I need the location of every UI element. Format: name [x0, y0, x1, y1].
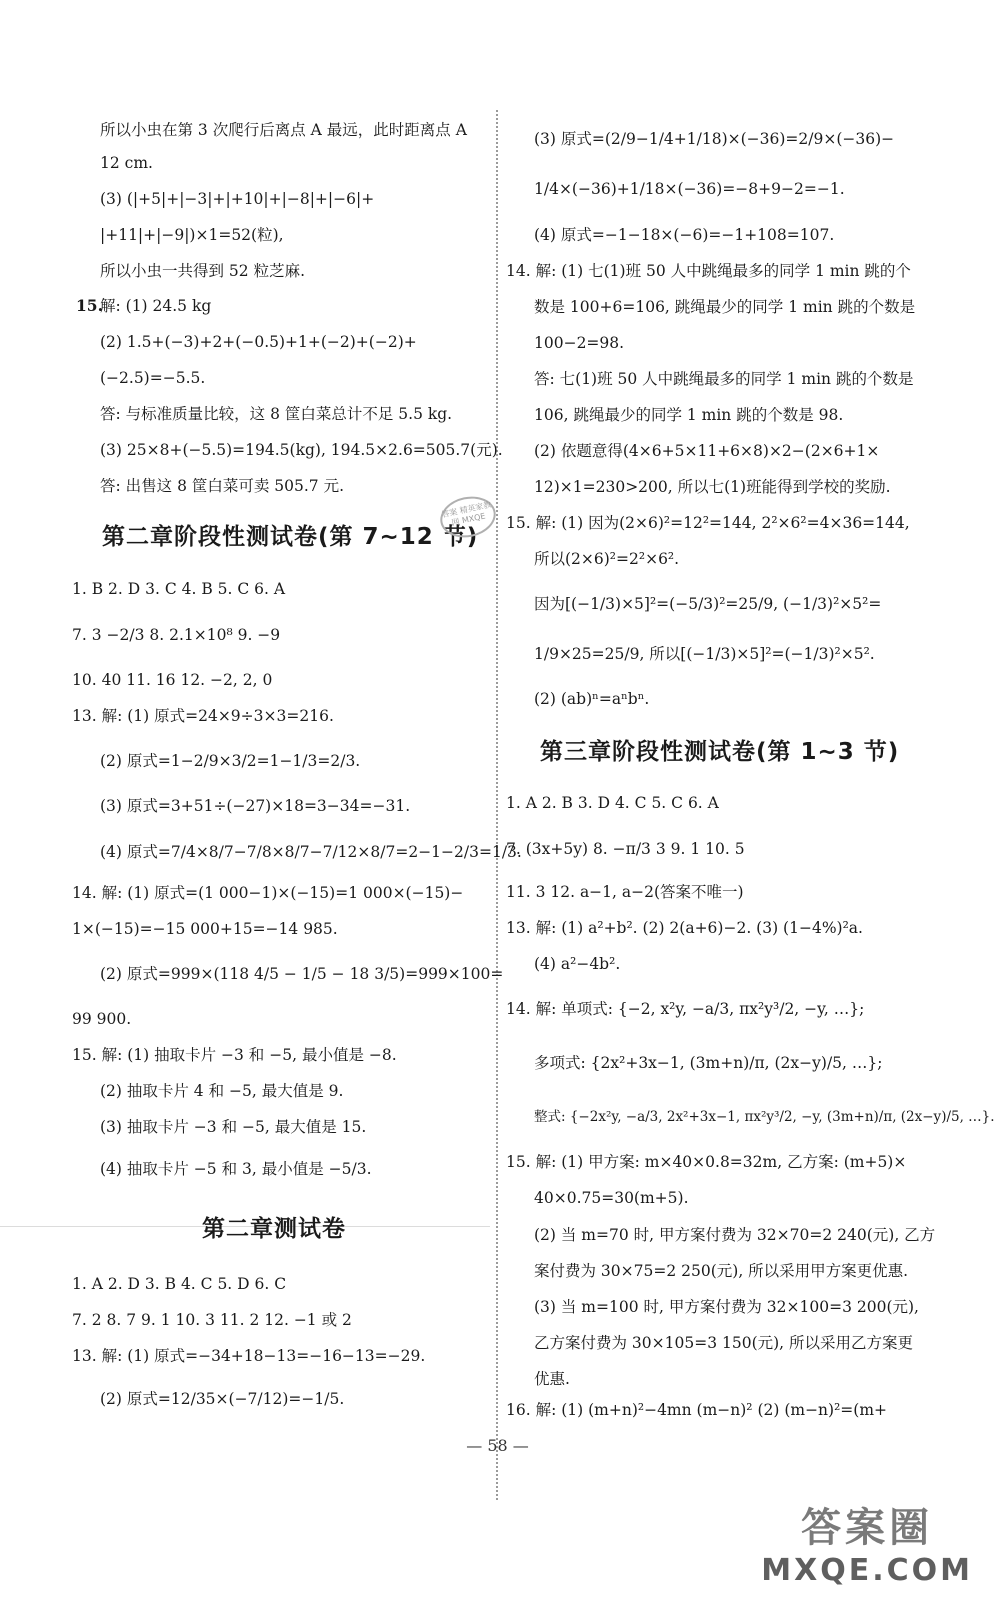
text-line: 案付费为 30×75=2 250(元), 所以采用甲方案更优惠.	[534, 1262, 909, 1280]
answer-line: 1. A 2. B 3. D 4. C 5. C 6. A	[506, 794, 719, 812]
text-line: 解: (1) 24.5 kg	[100, 297, 212, 315]
text-line: (4) 原式=7/4×8/7−7/8×8/7−7/12×8/7=2−1−2/3=1/3.	[100, 843, 522, 861]
answer-line: 1. B 2. D 3. C 4. B 5. C 6. A	[72, 580, 286, 598]
text-line: 1×(−15)=−15 000+15=−14 985.	[72, 920, 338, 938]
text-line: 答: 出售这 8 筐白菜可卖 505.7 元.	[100, 477, 345, 495]
text-line: 答: 七(1)班 50 人中跳绳最多的同学 1 min 跳的个数是	[534, 370, 914, 388]
column-divider	[496, 110, 498, 1500]
text-line: 15. 解: (1) 因为(2×6)²=12²=144, 2²×6²=4×36=144,	[506, 514, 910, 532]
text-line: 14. 解: (1) 原式=(1 000−1)×(−15)=1 000×(−15)−	[72, 884, 464, 902]
text-line: (3) 原式=3+51÷(−27)×18=3−34=−31.	[100, 797, 411, 815]
text-line: 乙方案付费为 30×105=3 150(元), 所以采用乙方案更	[534, 1334, 914, 1352]
text-line: 14. 解: 单项式: {−2, x²y, −a/3, πx²y³/2, −y, …};	[506, 1000, 865, 1018]
answer-line: 7. 2 8. 7 9. 1 10. 3 11. 2 12. −1 或 2	[72, 1311, 352, 1329]
text-line: (2) 原式=999×(118 4/5 − 1/5 − 18 3/5)=999×100=	[100, 965, 504, 983]
text-line: 所以小虫一共得到 52 粒芝麻.	[100, 262, 306, 280]
text-line: (2) 原式=1−2/9×3/2=1−1/3=2/3.	[100, 752, 361, 770]
text-line: 因为[(−1/3)×5]²=(−5/3)²=25/9, (−1/3)²×5²=	[534, 595, 882, 613]
watermark-logo	[761, 1496, 973, 1588]
section-heading: 第二章测试卷	[202, 1216, 346, 1242]
text-line: 15. 解: (1) 抽取卡片 −3 和 −5, 最小值是 −8.	[72, 1046, 397, 1064]
text-line: (4) 原式=−1−18×(−6)=−1+108=107.	[534, 226, 835, 244]
text-line: (3) 25×8+(−5.5)=194.5(kg), 194.5×2.6=505.7(元).	[100, 441, 503, 459]
text-line: 优惠.	[534, 1370, 570, 1388]
text-line: |+11|+|−9|)×1=52(粒),	[100, 226, 284, 244]
section-heading: 第三章阶段性测试卷(第 1~3 节)	[540, 739, 900, 765]
watermark-line2: MXQE.COM	[761, 1553, 973, 1588]
text-line: 14. 解: (1) 七(1)班 50 人中跳绳最多的同学 1 min 跳的个	[506, 262, 911, 280]
text-line: 所以(2×6)²=2²×6².	[534, 550, 680, 568]
stamp: 答案 精英家教网 MXQE	[436, 492, 499, 543]
text-line: 12)×1=230>200, 所以七(1)班能得到学校的奖励.	[534, 478, 891, 496]
text-line: (3) 原式=(2/9−1/4+1/18)×(−36)=2/9×(−36)−	[534, 130, 895, 148]
text-line: (3) 抽取卡片 −3 和 −5, 最大值是 15.	[100, 1118, 367, 1136]
text-line: (3) 当 m=100 时, 甲方案付费为 32×100=3 200(元),	[534, 1298, 919, 1316]
text-line: 16. 解: (1) (m+n)²−4mn (m−n)² (2) (m−n)²=(m+	[506, 1401, 888, 1419]
text-line: 13. 解: (1) 原式=−34+18−13=−16−13=−29.	[72, 1347, 426, 1365]
answer-line: 1. A 2. D 3. B 4. C 5. D 6. C	[72, 1275, 287, 1293]
text-line: 答: 与标准质量比较，这 8 筐白菜总计不足 5.5 kg.	[100, 405, 453, 423]
answer-line: 7. 3 −2/3 8. 2.1×10⁸ 9. −9	[72, 626, 281, 644]
answer-line: 7. (3x+5y) 8. −π/3 3 9. 1 10. 5	[506, 840, 745, 858]
text-line: 106, 跳绳最少的同学 1 min 跳的个数是 98.	[534, 406, 844, 424]
text-line: 整式: {−2x²y, −a/3, 2x²+3x−1, πx²y³/2, −y, (3m+n)/π, (2x−y)/5, …}.	[534, 1109, 995, 1125]
text-line: 40×0.75=30(m+5).	[534, 1189, 689, 1207]
text-line: 数是 100+6=106, 跳绳最少的同学 1 min 跳的个数是	[534, 298, 916, 316]
question-number: 15.	[76, 296, 103, 315]
text-line: (2) 抽取卡片 4 和 −5, 最大值是 9.	[100, 1082, 344, 1100]
text-line: (4) a²−4b².	[534, 955, 621, 973]
text-line: (2) 依题意得(4×6+5×11+6×8)×2−(2×6+1×	[534, 442, 880, 460]
watermark-line1: 答案圈	[801, 1505, 934, 1551]
text-line: (−2.5)=−5.5.	[100, 369, 206, 387]
text-line: (2) (ab)ⁿ=aⁿbⁿ.	[534, 690, 650, 708]
text-line: (2) 原式=12/35×(−7/12)=−1/5.	[100, 1390, 345, 1408]
page-number: — 58 —	[466, 1436, 529, 1455]
text-line: (4) 抽取卡片 −5 和 3, 最小值是 −5/3.	[100, 1160, 372, 1178]
text-line: 99 900.	[72, 1010, 132, 1028]
text-line: 多项式: {2x²+3x−1, (3m+n)/π, (2x−y)/5, …};	[534, 1054, 883, 1072]
text-line: 1/9×25=25/9, 所以[(−1/3)×5]²=(−1/3)²×5².	[534, 645, 875, 663]
text-line: 13. 解: (1) a²+b². (2) 2(a+6)−2. (3) (1−4%)²a.	[506, 919, 863, 937]
text-line: 1/4×(−36)+1/18×(−36)=−8+9−2=−1.	[534, 180, 845, 198]
text-line: 所以小虫在第 3 次爬行后离点 A 最远，此时距离点 A	[100, 121, 467, 139]
text-line: 100−2=98.	[534, 334, 625, 352]
text-line: (2) 1.5+(−3)+2+(−0.5)+1+(−2)+(−2)+	[100, 333, 417, 351]
text-line: (2) 当 m=70 时, 甲方案付费为 32×70=2 240(元), 乙方	[534, 1226, 936, 1244]
answer-line: 11. 3 12. a−1, a−2(答案不唯一)	[506, 883, 744, 901]
text-line: 13. 解: (1) 原式=24×9÷3×3=216.	[72, 707, 334, 725]
section-heading: 第二章阶段性测试卷(第 7~12 节)	[102, 524, 479, 550]
text-line: 15. 解: (1) 甲方案: m×40×0.8=32m, 乙方案: (m+5)×	[506, 1153, 907, 1171]
answer-line: 10. 40 11. 16 12. −2, 2, 0	[72, 671, 273, 689]
text-line: (3) (|+5|+|−3|+|+10|+|−8|+|−6|+	[100, 190, 375, 208]
text-line: 12 cm.	[100, 154, 153, 172]
